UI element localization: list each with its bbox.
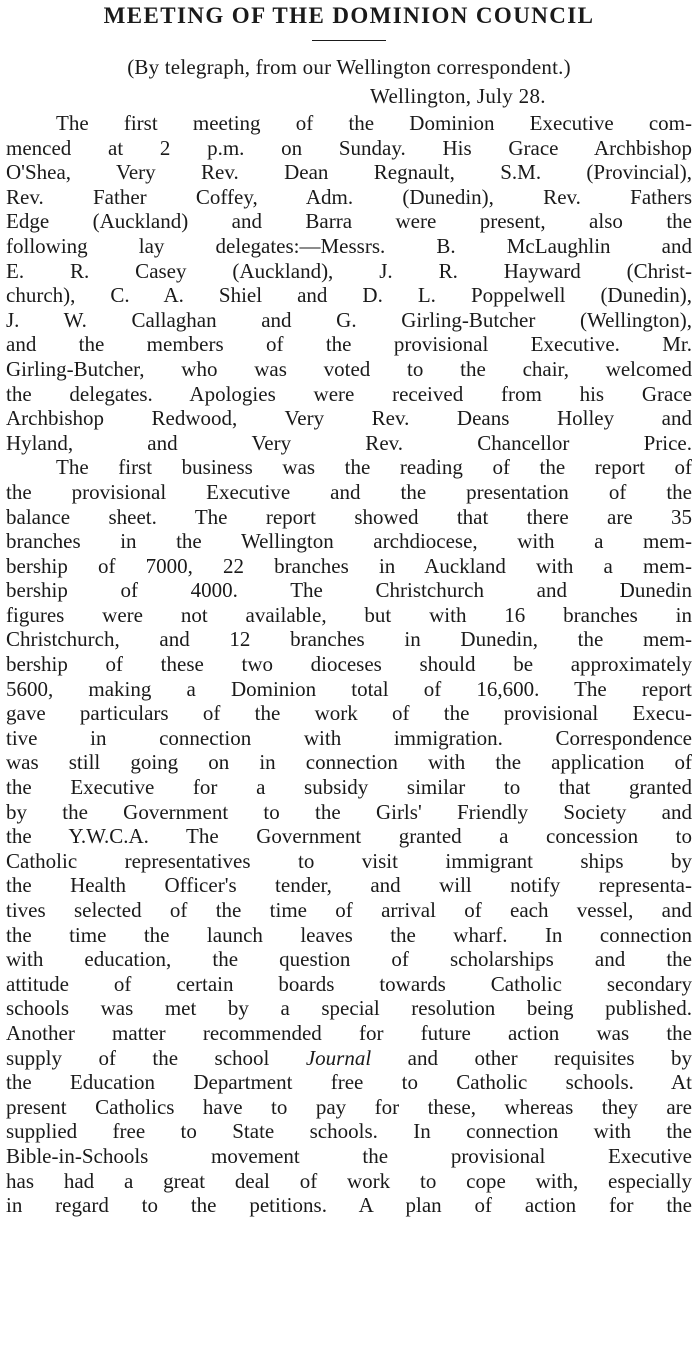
paragraph-2 [6,455,692,1217]
text-line: by the Government to the Girls' Friendly Society and [6,799,692,824]
text-line: Christchurch, and 12 branches in Dunedin, the mem- [6,627,692,652]
text-line: branches in the Wellington archdiocese, with a mem- [6,529,692,554]
text-line: figures were not available, but with 16 branches in [6,602,692,627]
text-line: was still going on in connection with the application of [6,750,692,775]
byline: (By telegraph, from our Wellington correspondent.) [127,55,571,79]
text-line: tive in connection with immigration. Correspondence [6,725,692,750]
text-line: The first business was the reading of the report of [56,455,692,480]
text-line-journal [6,1046,692,1071]
paragraph-2-lines [6,455,692,1045]
text-line: Another matter recommended for future action was the [6,1020,692,1045]
text-line: Edge (Auckland) and Barra were present, also the [6,209,692,234]
text-line: balance sheet. The report showed that there are 35 [6,504,692,529]
paragraph-2-end-lines [6,1070,692,1218]
text-line: Hyland, and Very Rev. Chancellor Price. [6,430,692,455]
journal-line-before: supply of the school [6,1045,306,1070]
text-line: the provisional Executive and the presentation of the [6,479,692,504]
text-line: Catholic representatives to visit immigrant ships by [6,848,692,873]
text-line: E. R. Casey (Auckland), J. R. Hayward (Christ- [6,258,692,283]
text-line: tives selected of the time of arrival of each vessel, and [6,898,692,922]
text-line: menced at 2 p.m. on Sunday. His Grace Archbishop [6,135,692,160]
text-line: the Education Department free to Catholic schools. At [6,1070,692,1095]
text-line: the Executive for a subsidy similar to that granted [6,775,692,800]
text-line: and the members of the provisional Executive. Mr. [6,332,692,357]
text-line: J. W. Callaghan and G. Girling-Butcher (Wellington), [6,307,692,332]
text-line: in regard to the petitions. A plan of action for the [6,1193,692,1218]
text-line: bership of 7000, 22 branches in Auckland with a mem- [6,553,692,578]
text-line: Bible-in-Schools movement the provisional Executive [6,1143,692,1168]
text-line: Rev. Father Coffey, Adm. (Dunedin), Rev. Fathers [6,184,692,209]
headline-rule [312,40,386,41]
text-line: the Health Officer's tender, and will notify representa- [6,873,692,898]
text-line: bership of 4000. The Christchurch and Dunedin [6,578,692,603]
text-line: 5600, making a Dominion total of 16,600. The report [6,676,692,701]
text-line: the Y.W.C.A. The Government granted a concession to [6,824,692,849]
journal-line-after: and other requisites by [371,1045,692,1070]
text-line: the time the launch leaves the wharf. In connection [6,922,692,947]
text-line: has had a great deal of work to cope with, especially [6,1168,692,1193]
text-line: bership of these two dioceses should be approximately [6,652,692,677]
text-line: following lay delegates:—Messrs. B. McLaughlin and [6,233,692,258]
text-line: Girling-Butcher, who was voted to the chair, welcomed [6,356,692,381]
text-line: attitude of certain boards towards Catholic secondary [6,971,692,996]
text-line: schools was met by a special resolution being published. [6,996,692,1021]
paragraph-1 [6,111,692,455]
text-line: O'Shea, Very Rev. Dean Regnault, S.M. (Provincial), [6,160,692,185]
text-line: gave particulars of the work of the provisional Execu- [6,701,692,726]
dateline: Wellington, July 28. [370,84,546,108]
headline: MEETING OF THE DOMINION COUNCIL [103,3,595,28]
text-line: church), C. A. Shiel and D. L. Poppelwell (Dunedin), [6,283,692,308]
journal-title: Journal [305,1045,372,1070]
text-line: with education, the question of scholarships and the [6,947,692,972]
text-line: Archbishop Redwood, Very Rev. Deans Holley and [6,406,692,431]
text-line: the delegates. Apologies were received from his Grace [6,381,692,406]
text-line: The first meeting of the Dominion Executive com- [56,111,692,135]
text-line: supplied free to State schools. In connection with the [6,1119,692,1144]
text-line: present Catholics have to pay for these, whereas they are [6,1094,692,1119]
